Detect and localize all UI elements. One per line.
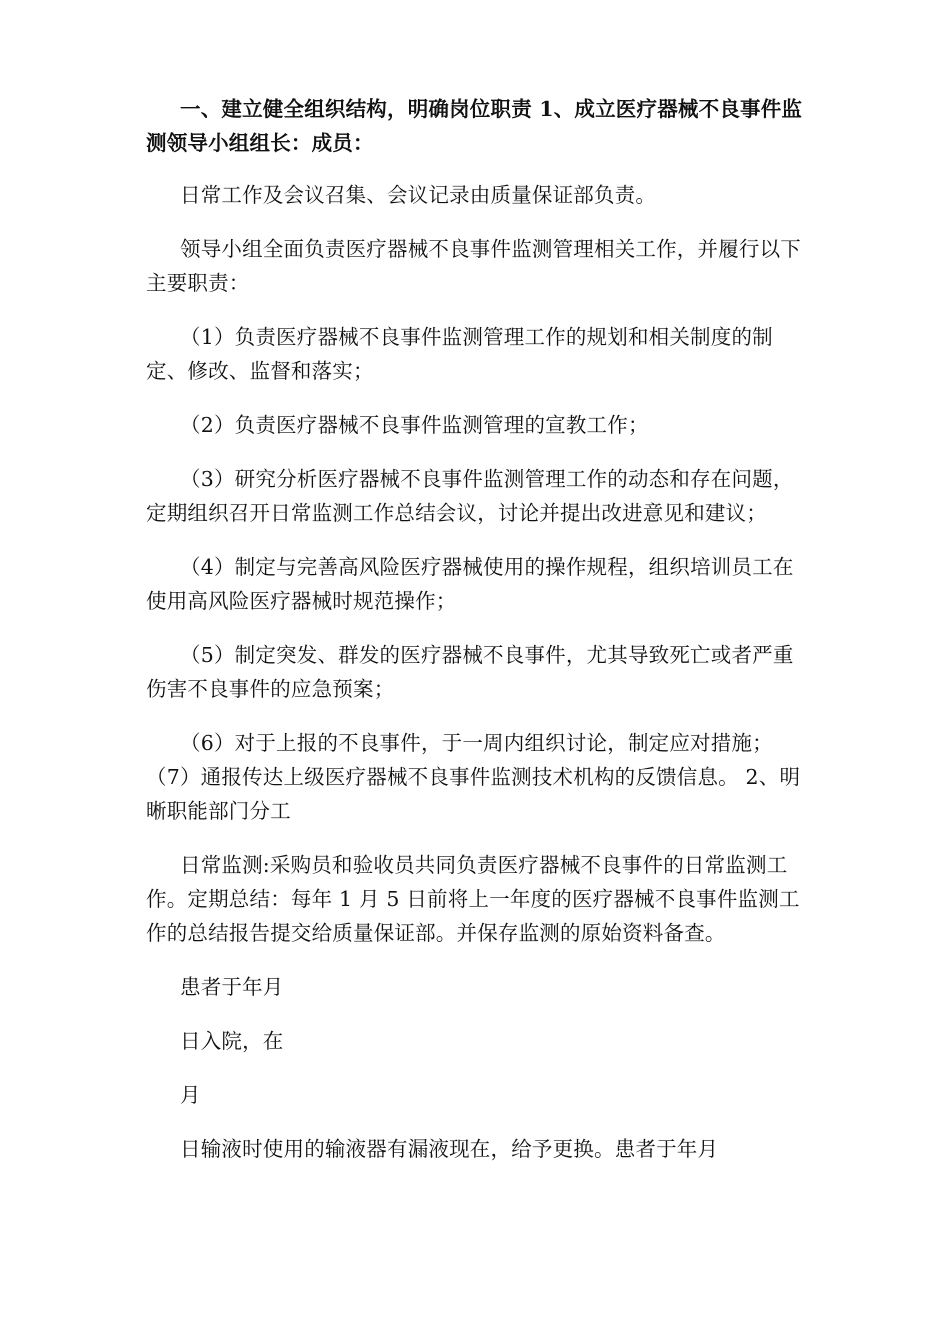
duty-item-3: （3）研究分析医疗器械不良事件监测管理工作的动态和存在问题，定期组织召开日常监测工作总结会议，讨论并提出改进意见和建议； [146, 467, 794, 525]
paragraph-meeting-duty: 日常工作及会议召集、会议记录由质量保证部负责。 [180, 183, 657, 207]
duty-item-4: （4）制定与完善高风险医疗器械使用的操作规程，组织培训员工在使用高风险医疗器械时规范操作； [146, 555, 794, 613]
duty-item-5: （5）制定突发、群发的医疗器械不良事件，尤其导致死亡或者严重伤害不良事件的应急预案； [146, 643, 794, 701]
case-line-1: 患者于年月 [180, 975, 284, 999]
case-line-3: 月 [180, 1083, 201, 1107]
duty-item-2: （2）负责医疗器械不良事件监测管理的宣教工作； [180, 413, 649, 437]
paragraph-leadership-duties: 领导小组全面负责医疗器械不良事件监测管理相关工作，并履行以下主要职责： [146, 237, 801, 295]
document-page [146, 92, 806, 1186]
section-heading: 一、建立健全组织结构，明确岗位职责 1、成立医疗器械不良事件监测领导小组组长：成员： [146, 97, 803, 155]
duty-item-1: （1）负责医疗器械不良事件监测管理工作的规划和相关制度的制定、修改、监督和落实； [146, 325, 773, 383]
duty-item-6-7: （6）对于上报的不良事件，于一周内组织讨论，制定应对措施；（7）通报传达上级医疗器械不良事件监测技术机构的反馈信息。 2、明晰职能部门分工 [146, 731, 801, 823]
case-line-4: 日输液时使用的输液器有漏液现在，给予更换。患者于年月 [180, 1137, 719, 1161]
paragraph-daily-monitoring: 日常监测:采购员和验收员共同负责医疗器械不良事件的日常监测工作。定期总结：每年 1 月 5 日前将上一年度的医疗器械不良事件监测工作的总结报告提交给质量保证部。并保存监测的原始资料备查。 [146, 853, 800, 945]
case-line-2: 日入院，在 [180, 1029, 284, 1053]
